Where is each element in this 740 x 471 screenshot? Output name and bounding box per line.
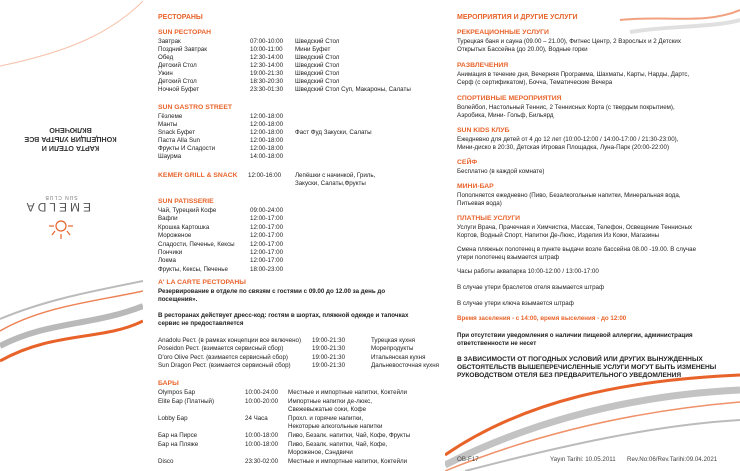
sport-text-2: Аэробика, Мини- Гольф, Бильярд — [457, 112, 554, 119]
row-desc: Шведский Стол Суп, Макароны, Салаты — [295, 86, 411, 93]
row-name: Манты — [158, 121, 178, 128]
row-time: 12:00-17:00 — [250, 215, 284, 223]
sun-restaurant-title: SUN РЕСТОРАН — [158, 29, 212, 36]
footer-revision: Rev.No:06/Rev.Tarihi:09.04.2021 — [627, 456, 718, 463]
row-name: Бар на Пляже — [158, 440, 199, 448]
row-name: Фрукты И Сладости — [158, 145, 216, 152]
paid-title: ПЛАТНЫЕ УСЛУГИ — [457, 215, 521, 222]
row-name: Ночной Буфет — [158, 86, 200, 93]
row-time: 12:00-17:00 — [250, 257, 284, 265]
row-time: 12:00-18:00 — [250, 113, 284, 120]
row-desc: Турецкая кухня — [371, 337, 415, 344]
kids-text-2: Мини-диско в 20:30, Детская Игровая Площадка, Луна-Парк (20:00-22:00) — [457, 144, 670, 151]
row-time: 12:00-17:00 — [250, 240, 284, 248]
row-time: 12:30-14:00 — [250, 54, 284, 61]
row-time: 12:00-18:00 — [250, 121, 284, 128]
allergy-note-1: При отсутствии уведомления о наличии пищевой аллергии, администрация — [457, 332, 693, 339]
row-name: Сладости, Печенье, Кексы — [158, 240, 235, 248]
alacarte-title: A' LA CARTE РЕСТОРАНЫ — [158, 279, 246, 286]
row-time: 12:00-17:00 — [250, 232, 284, 240]
row-name: Olympos Бар — [158, 389, 196, 396]
row-time: 10:00-18:00 — [245, 440, 279, 448]
row-desc: Фаст Фуд Закуски, Салаты — [295, 129, 372, 136]
recreation-title: РЕКРЕАЦИОННЫЕ УСЛУГИ — [457, 29, 549, 36]
row-time: 12:00-18:00 — [250, 145, 284, 152]
row-name: Крошка Картошка — [158, 223, 210, 231]
services-heading: МЕРОПРИЯТИЯ И ДРУГИЕ УСЛУГИ — [457, 14, 578, 21]
brand-logo — [23, 194, 91, 241]
row-time: 19:00-21:30 — [312, 337, 346, 344]
row-time: 12:30-14:00 — [250, 62, 284, 69]
row-name: Вафли — [158, 215, 178, 223]
minibar-title: МИНИ-БАР — [457, 183, 494, 190]
row-name: Паста Alla Sun — [158, 137, 200, 144]
minibar-text-2: Питьевая вода) — [457, 200, 502, 207]
sport-text-1: Волейбол, Настольный Теннис, 2 Теннисных Корта (с твердым покрытием), — [457, 104, 675, 111]
row-desc: Шведский Стол — [295, 38, 340, 45]
row-time: 12:00-18:00 — [250, 137, 284, 144]
bracelet-note: В случае утери браслетов отеля взымается штраф — [457, 284, 605, 291]
row-time: 12:00-18:00 — [250, 129, 284, 136]
row-name: Lobby Бар — [158, 414, 188, 422]
row-desc: Морепродукты — [371, 345, 414, 353]
restaurants-panel — [143, 0, 446, 471]
towel-text-1: Смена пляжных полотенец в пункте выдачи возле бассейна 08.00 -19.00. В случае — [457, 246, 697, 253]
row-name: Мороженое — [158, 232, 192, 240]
aquapark-hours: Часы работы аквапарка 10:00-12:00 / 13:00-17:00 — [457, 268, 599, 275]
row-name: Sun Dragon Рест. (взимается сервисный сбор) — [158, 362, 291, 370]
row-desc: Шведский Стол — [295, 78, 340, 85]
row-time: 10:00-24:00 — [245, 389, 279, 396]
row-desc: Дальневосточная кухня — [371, 362, 440, 370]
row-name: Ужин — [158, 70, 173, 77]
kemer-time: 12:00-16:00 — [248, 172, 282, 179]
conditions-2: ОБСТОЯТЕЛЬСТВ ВЫШЕПЕРЕЧИСЛЕННЫЕ УСЛУГИ МОГУТ БЫТЬ ИЗМЕНЕНЫ — [457, 364, 717, 371]
entertainment-title: РАЗВЛЕЧЕНИЯ — [457, 62, 509, 69]
row-time: 24 Часа — [245, 414, 268, 422]
row-desc: Шведский Стол — [295, 54, 340, 61]
row-time: 09:00-24:00 — [250, 207, 284, 214]
row-name: Локма — [158, 257, 176, 265]
key-note: В случае утери ключа взымается штраф — [457, 300, 574, 307]
row-time: 18:00-23:00 — [250, 265, 284, 273]
row-time: 18:30-20:30 — [250, 78, 284, 85]
safe-text: Бесплатно (в каждой комнате) — [457, 168, 545, 175]
row-desc: Импортные напитки де-люкс, — [288, 397, 372, 405]
allergy-note-2: ответственности не несет — [457, 340, 537, 347]
row-time: 12:00-17:00 — [250, 249, 284, 256]
row-name: Elite Бар (Платный) — [158, 397, 215, 405]
services-panel — [445, 0, 740, 471]
row-desc: Свежевыжатые соки, Кофе — [288, 406, 367, 414]
row-time: 19:00-21:30 — [250, 70, 284, 77]
row-name: Disco — [158, 457, 174, 465]
row-name: Фрукты, Кексы, Печенье — [158, 265, 228, 273]
row-time: 19:00-21:30 — [312, 353, 346, 361]
kemer-desc-1: Лепёшки с начинкой, Гриль, — [295, 172, 376, 179]
row-time: 10:00-18:00 — [245, 432, 279, 439]
row-desc: Пиво, Безалк. напитки, Чай, Кофе, — [288, 440, 388, 448]
row-time: 10:00-20:00 — [245, 397, 279, 405]
sport-title: СПОРТИВНЫЕ МЕРОПРИЯТИЯ — [457, 95, 562, 102]
row-name: Поздний Завтрак — [158, 46, 207, 53]
entertainment-text-2: Серф (с сертификатом), Бочча, Тематические Вечера — [457, 79, 613, 86]
row-time: 19:00-21:30 — [312, 362, 346, 370]
patisserie-title: SUN PATISSERIE — [158, 198, 214, 205]
footer-code: OB-F17 — [457, 456, 479, 463]
kids-title: SUN KIDS КЛУБ — [457, 127, 510, 134]
row-time: 23:30-01:30 — [250, 86, 284, 93]
row-desc: Прохл. и горячие напитки, — [288, 414, 364, 422]
row-name: Завтрак — [158, 38, 181, 45]
row-desc: Итальянская кухня — [371, 353, 426, 361]
row-desc: Местные и импортные напитки, Коктейли — [288, 389, 408, 396]
conditions-1: В ЗАВИСИМОСТИ ОТ ПОГОДНЫХ УСЛОВИЙ ИЛИ ДРУГИХ ВЫНУЖДЕННЫХ — [457, 356, 703, 363]
recreation-text-2: Открытых Бассейна (до 20.00), Водные горки — [457, 46, 588, 53]
brand-name: EMELDA — [23, 200, 91, 214]
restaurants-heading: РЕСТОРАНЫ — [158, 14, 203, 21]
paid-text-2: Кортов, Водный Спорт, Напитки Де-Люкс, Изделия Из Кожи, Магазины — [457, 232, 660, 239]
dresscode-1: В ресторанах действует дресс-код: гостям в шортах, пляжной одежде и тапочках — [158, 312, 409, 319]
row-name: Гёзлеме — [158, 113, 183, 120]
cover-panel — [0, 0, 144, 471]
row-desc: Шведский Стол — [295, 62, 340, 69]
alacarte-note-1: Резервирование в отделе по связям с гостями с 09.00 до 12.00 за день до — [158, 288, 386, 295]
minibar-text-1: Пополняется ежедневно (Пиво, Безалкогольные напитки, Минеральная вода, — [457, 192, 681, 199]
alacarte-note-2: посещения». — [158, 296, 198, 303]
row-time: 07:00-10:00 — [250, 38, 284, 45]
entertainment-text-1: Анимация в течение дня, Вечерняя Программа, Шахматы, Карты, Нарды, Дартс, — [457, 71, 690, 78]
conditions-3: РУКОВОДСТВОМ ОТЕЛЯ БЕЗ ПРЕДВАРИТЕЛЬНОГО УВЕДОМЛЕНИЯ — [457, 372, 682, 379]
cover-rotated — [0, 0, 143, 471]
row-name: Бар на Пирсе — [158, 432, 198, 439]
row-name: Детский Стол — [158, 62, 197, 69]
paid-text-1: Услуги Врача, Прачечная и Химчистка, Массаж, Телефон, Освещение Теннисных — [457, 224, 693, 231]
row-name: Snack Буфет — [158, 129, 196, 136]
row-name: Детский Стол — [158, 78, 197, 85]
brand-sub: SUN CLUB — [44, 194, 78, 200]
row-name: Обед — [158, 54, 174, 61]
row-time: 23:30-02:00 — [245, 457, 279, 465]
row-desc: Некоторые алкогольные напитки — [288, 423, 383, 431]
row-name: D'oro Olive Рест. (взимается сервисный сбор) — [158, 353, 288, 361]
row-name: Poseidon Рест. (взимается сервисный сбор) — [158, 345, 284, 353]
kemer-desc-2: Закуски, Салаты,Фрукты — [295, 180, 366, 187]
row-time: 10:00-11:00 — [250, 46, 283, 53]
kemer-title: KEMER GRILL & SNACK — [158, 172, 238, 179]
cover-title: КАРТА ОТЕЛИ И КОНЦЕПЦИЯ УЛЬТРА ВСЕ ВКЛЮЧЕНО — [24, 126, 117, 153]
row-time: 19:00-21:30 — [312, 345, 346, 353]
row-desc: Шведский Стол — [295, 70, 340, 77]
row-name: Пончики — [158, 249, 183, 256]
row-desc: Мини Буфет — [295, 46, 331, 53]
row-time: 12:00-17:00 — [250, 223, 284, 231]
recreation-text-1: Турецкая баня и сауна (09.00 – 21.00), Фитнес Центр, 2 Взрослых и 2 Детских — [457, 38, 681, 45]
checkin-note: Время заселения - с 14:00, время выселения - до 12:00 — [457, 315, 627, 322]
kids-text-1: Ежедневно для детей от 4 до 12 лет (10:00-12:00 / 14:00-17:00 / 21:30-23:00), — [457, 136, 679, 143]
dresscode-2: сервис не предоставляется — [158, 320, 244, 327]
row-desc: Мороженое, Сэндвичи — [288, 449, 353, 457]
row-name: Anadolu Рест. (в рамках концепции все включено) — [158, 337, 302, 344]
row-name: Чай, Турецкий Кофе — [158, 207, 217, 214]
footer-publish-date: Yayın Tarihi: 10.05.2011 — [550, 456, 616, 463]
row-desc: Местные и импортные напитки, Коктейли — [288, 457, 408, 465]
row-desc: Пиво, Безалк. напитки, Чай, Кофе, Фрукты — [288, 432, 411, 439]
safe-title: СЕЙФ — [457, 159, 478, 166]
gastro-title: SUN GASTRO STREET — [158, 104, 233, 111]
row-name: Шаурма — [158, 153, 182, 160]
towel-text-2: утери полотенец взымается штраф — [457, 254, 560, 261]
row-time: 14:00-18:00 — [250, 153, 284, 160]
sun-icon — [48, 219, 74, 241]
bars-title: БАРЫ — [158, 380, 179, 387]
